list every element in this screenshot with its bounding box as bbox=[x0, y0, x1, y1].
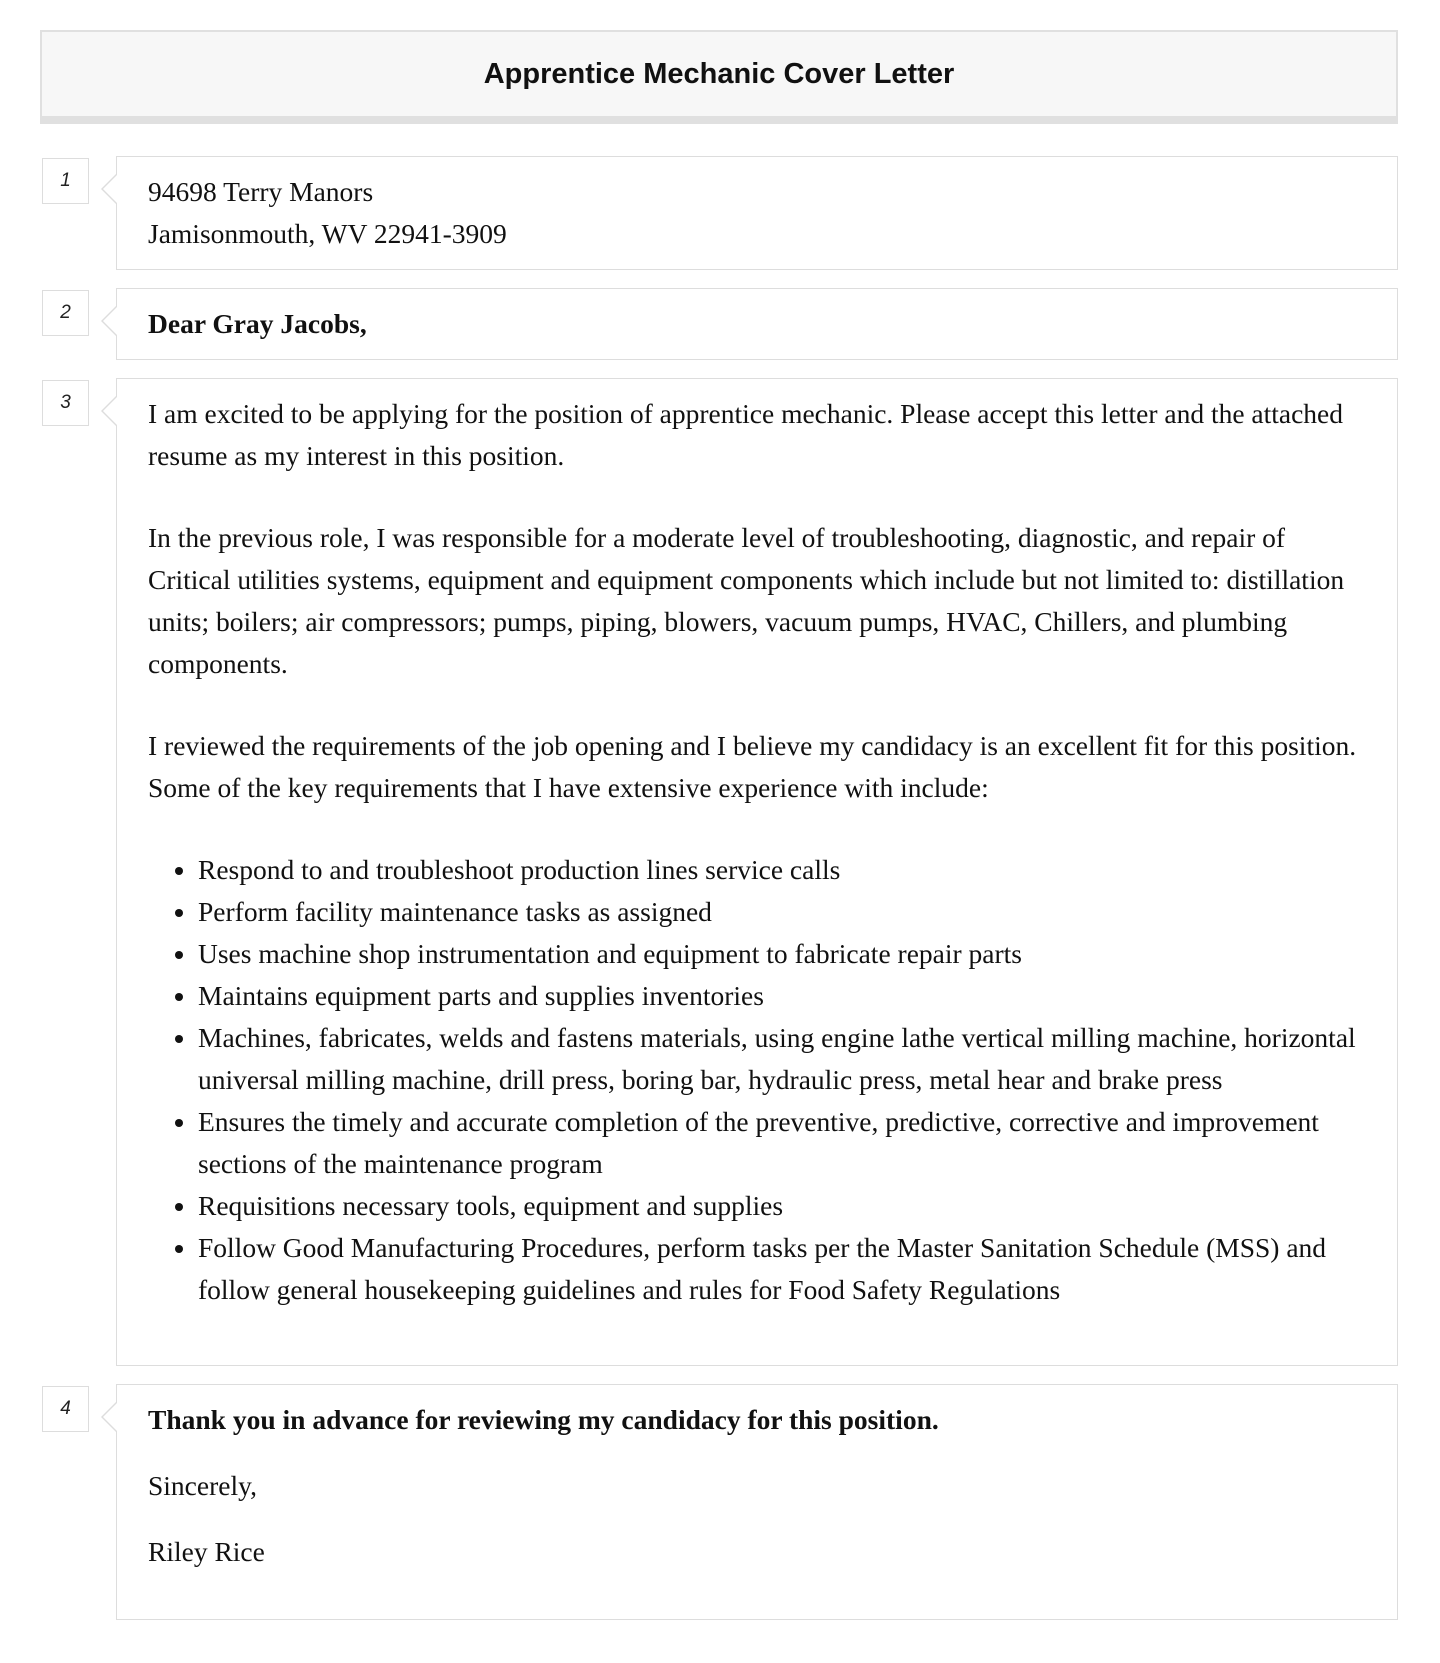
section-number: 2 bbox=[42, 290, 89, 336]
greeting-block bbox=[116, 288, 1398, 360]
body-block bbox=[116, 378, 1398, 1366]
list-item: • Perform facility maintenance tasks as assigned bbox=[198, 891, 1367, 933]
list-item: • Follow Good Manufacturing Procedures, perform tasks per the Master Sanitation Schedule (MSS) and follow general housekeeping guidelines and rules for Food Safety Regulations bbox=[198, 1227, 1367, 1311]
title-bar bbox=[40, 30, 1398, 124]
section-number: 3 bbox=[42, 380, 89, 426]
signature: Riley Rice bbox=[148, 1536, 265, 1567]
list-item: • Maintains equipment parts and supplies inventories bbox=[198, 975, 1367, 1017]
signoff: Sincerely, bbox=[148, 1470, 257, 1501]
closing-block bbox=[116, 1384, 1398, 1620]
section-number: 1 bbox=[42, 158, 89, 204]
section-number: 4 bbox=[42, 1386, 89, 1432]
body-paragraph-3: I reviewed the requirements of the job opening and I believe my candidacy is an excellent fit for this position. Some of the key requirements that I have extensive experience with include: bbox=[148, 730, 1357, 803]
page-title: Apprentice Mechanic Cover Letter bbox=[483, 57, 955, 90]
address-line-1: 94698 Terry Manors bbox=[148, 176, 374, 207]
list-item: • Requisitions necessary tools, equipment and supplies bbox=[198, 1185, 1367, 1227]
list-item: • Respond to and troubleshoot production lines service calls bbox=[198, 849, 1367, 891]
list-item: • Machines, fabricates, welds and fastens materials, using engine lathe vertical milling machine, horizontal universal milling machine, drill press, boring bar, hydraulic press, metal hear and brake press bbox=[198, 1017, 1367, 1101]
body-paragraph-2: In the previous role, I was responsible for a moderate level of troubleshooting, diagnostic, and repair of Critical utilities systems, equipment and equipment components which include but not limited to: distillation units; boilers; air compressors; pumps, piping, blowers, vacuum pumps, HVAC, Chillers, and plumbing components. bbox=[148, 522, 1345, 679]
address-block bbox=[116, 156, 1398, 270]
list-item: • Uses machine shop instrumentation and equipment to fabricate repair parts bbox=[198, 933, 1367, 975]
address-line-2: Jamisonmouth, WV 22941-3909 bbox=[148, 218, 507, 249]
body-paragraph-1: I am excited to be applying for the position of apprentice mechanic. Please accept this letter and the attached resume as my interest in this position. bbox=[148, 398, 1344, 471]
list-item: • Ensures the timely and accurate completion of the preventive, predictive, corrective and improvement sections of the maintenance program bbox=[198, 1101, 1367, 1185]
greeting: Dear Gray Jacobs, bbox=[148, 308, 367, 339]
requirements-list bbox=[148, 849, 1367, 1311]
thanks-line: Thank you in advance for reviewing my candidacy for this position. bbox=[148, 1404, 939, 1435]
